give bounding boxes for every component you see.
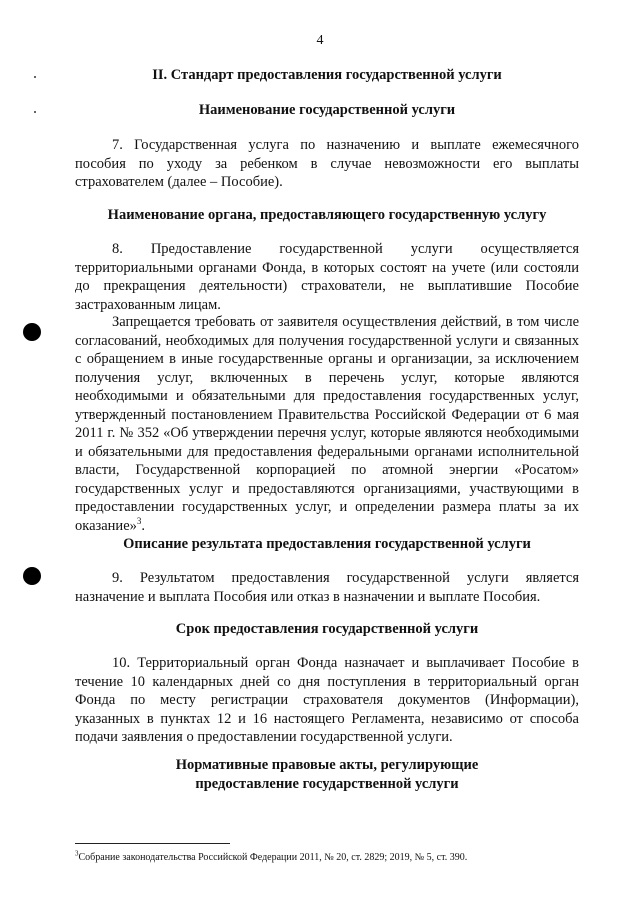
paragraph-7: 7. Государственная услуга по назначению и выплате ежемесячного пособия по уходу за ребенком в случае невозможности его выплаты страхователем (далее – Пособие). [75,137,579,190]
heading-legal-acts [75,756,579,794]
punch-hole [23,567,41,585]
footnote-reference: 3 [136,515,142,526]
punch-hole [23,323,41,341]
heading-result: Описание результата предоставления государственной услуги [123,536,531,552]
paragraph-9: 9. Результатом предоставления государственной услуги является назначение и выплата Пособия или отказ в назначении и выплате Пособия. [75,570,579,605]
paragraph-prohibition-text: Запрещается требовать от заявителя осуществления действий, в том числе согласований, необходимых для получения государственной услуги и связанных с обращением в иные государственные органы и организации, за исключением получения услуг, включенных в перечень услуг, которые являются необходимыми и обязательными для предоставления государственных услуг, утвержденный постановлением Правительства Российской Федерации от 6 мая 2011 г. № 352 «Об утверждении перечня услуг, которые являются необходимыми и обязательными для предоставления федеральными органами исполнительной власти, Государственной корпорацией по атомной энергии «Росатом» государственных услуг и предоставляются организациями, участвующими в предоставлении государственных услуг, и определении размера платы за их оказание» [75,314,579,534]
heading-legal-acts-line1: Нормативные правовые акты, регулирующие [175,757,479,773]
footnote-separator [75,843,230,844]
footnote-text: Собрание законодательства Российской Федерации 2011, № 20, ст. 2829; 2019, № 5, ст. 390. [78,852,468,863]
page-number: 4 [316,33,324,48]
footnote-mark: 3 [75,849,79,858]
scan-speck [34,111,36,113]
section-title: II. Стандарт предоставления государственной услуги [152,67,502,83]
heading-term: Срок предоставления государственной услуги [175,621,479,637]
heading-legal-acts-line2: предоставление государственной услуги [195,776,459,792]
scan-speck [34,76,36,78]
paragraph-10: 10. Территориальный орган Фонда назначает и выплачивает Пособие в течение 10 календарных дней со дня поступления в территориальный орган Фонда по месту регистрации страхователя документов (Информации), указанных в пунктах 12 и 16 настоящего Регламента, независимо от способа подачи заявления о предоставлении государственной услуги. [75,655,579,745]
footnote [75,851,595,864]
paragraph-8: 8. Предоставление государственной услуги осуществляется территориальными органами Фонда, в которых состоят на учете (или состояли до прекращения деятельности) страхователи, не выплатившие Пособие застрахованным лицам. [75,241,579,313]
heading-authority-name: Наименование органа, предоставляющего государственную услугу [107,207,547,223]
paragraph-prohibition: Запрещается требовать от заявителя осуществления действий, в том числе согласований, необходимых для получения государственной услуги и связанных с обращением в иные государственные органы и организации, за исключением получения услуг, включенных в перечень услуг, которые являются необходимыми и обязательными для предоставления государственных услуг, утвержденный постановлением Правительства Российской Федерации от 6 мая 2011 г. № 352 «Об утверждении перечня услуг, которые являются необходимыми и обязательными для предоставления федеральными органами исполнительной власти, Государственной корпорацией по атомной энергии «Росатом» государственных услуг и предоставляются организациями, участвующими в предоставлении государственных услуг, и определении размера платы за их оказание»$^3$. [75,314,579,534]
heading-service-name: Наименование государственной услуги [198,102,456,118]
